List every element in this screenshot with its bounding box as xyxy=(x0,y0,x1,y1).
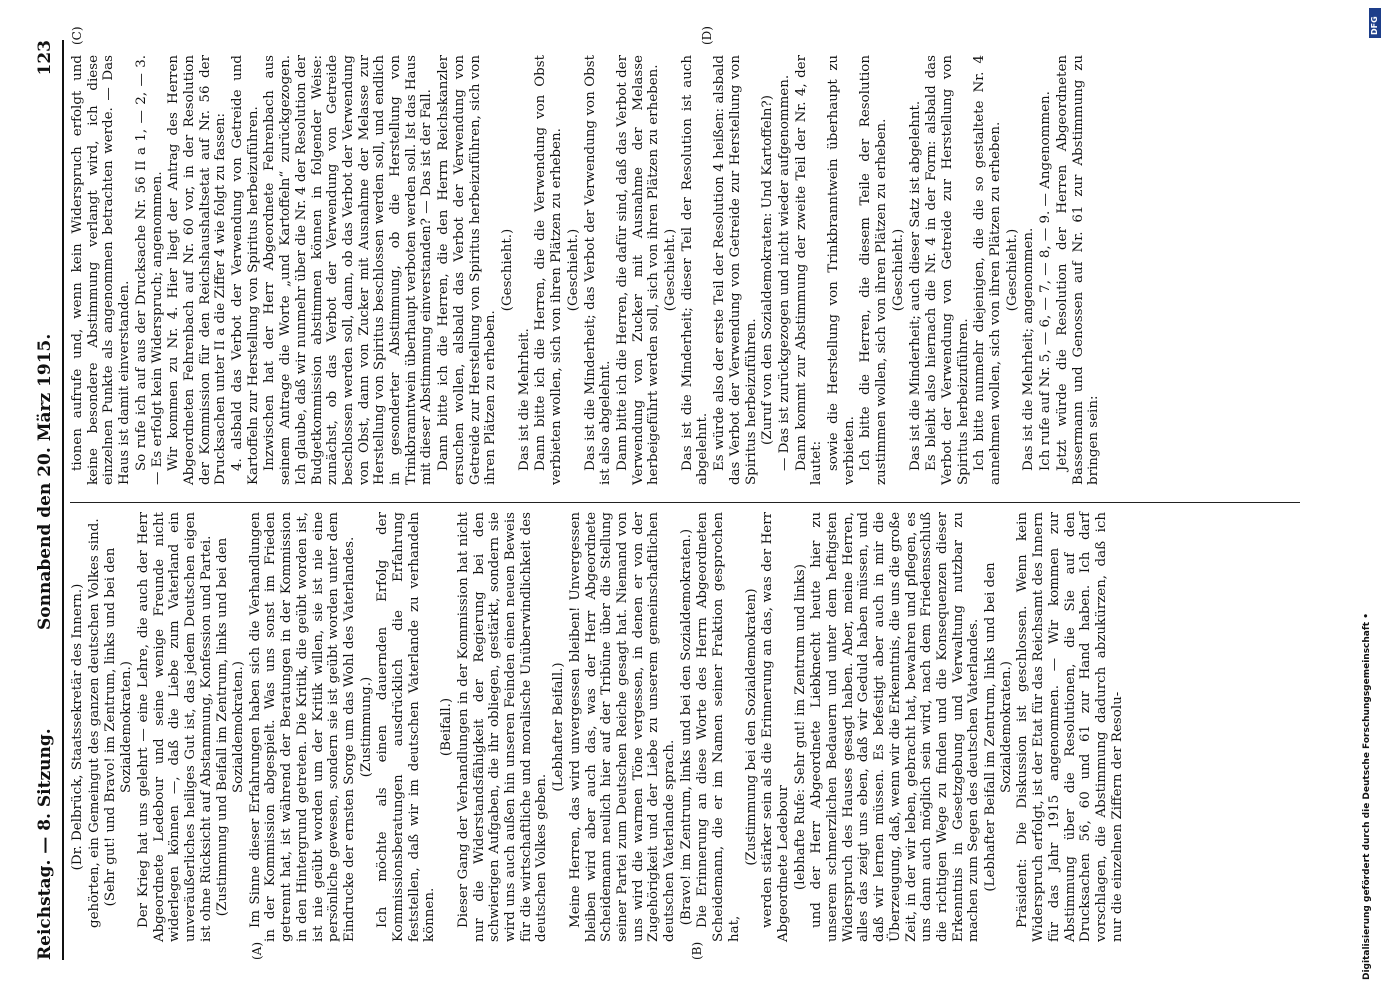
paragraph: (Lebhafter Beifall im Zentrum, links und bei den Sozialdemokraten.) xyxy=(983,562,1014,892)
paragraph: (Lebhafter Beifall.) xyxy=(551,662,567,792)
paragraph: werden stärker sein als die Erinnerung an das, was der Herr Abgeordnete Ledebour xyxy=(760,512,791,942)
paragraph: Dann bitte ich die Herren, die den Herrn Reichskanzler ersuchen wollen, alsbald das Verbot der Verwendung von Getreide zur Herstellung von Spiritus herbeizuführen, sich von ihren Plätzen zu erheben. xyxy=(436,55,499,485)
paragraph: Es bleibt also hiernach die Nr. 4 in der Form: alsbald das Verbot der Verwendung von Getreide zur Herstellung von Spiritus herbeizuführen. xyxy=(924,55,971,485)
right-column xyxy=(70,55,1300,485)
margin-marker-c: (C) xyxy=(70,26,84,45)
paragraph: (Sehr gut! und Bravo! im Zentrum, links und bei den Sozialdemokraten.) xyxy=(103,547,135,907)
dfg-logo-text: DFG xyxy=(1370,16,1379,35)
paragraph: Dieser Gang der Verhandlungen in der Kommission hat nicht nur die Widerstandsfähigkeit der Regierung bei den schwierigen Aufgaben, die ihr obliegen, gestärkt, sondern sie wird uns auch außen hin unseren Feinden einen neuen Beweis für die wirtschaftliche und moralische Unüberwindlichkeit des deutschen Volkes geben. xyxy=(455,512,550,942)
paragraph: Das ist die Mehrheit; angenommen. xyxy=(1021,227,1037,471)
paragraph: Dann bitte ich die Herren, die dafür sind, daß das Verbot der Verwendung von Zucker mit Ausnahme der Melasse herbeigeführt werden soll, sich von ihren Plätzen zu erheben. xyxy=(614,55,662,485)
paragraph: Jetzt würde die Resolution der Herren Abgeordneten Bassermann und Genossen auf Nr. 61 zur Abstimmung zu bringen sein: xyxy=(1054,55,1102,485)
paragraph: Es würde also der erste Teil der Resolution 4 heißen: alsbald das Verbot der Verwendung von Getreide zur Herstellung von Spiritus herbeizuführen. xyxy=(712,55,759,485)
paragraph: (Dr. Delbrück, Staatssekretär des Innern.) xyxy=(70,583,85,871)
paragraph: (Geschieht.) xyxy=(565,228,581,312)
margin-marker-a: (A) xyxy=(250,941,264,960)
paragraph: Das ist die Minderheit; das Verbot der Verwendung von Obst ist also abgelehnt. xyxy=(582,55,614,485)
paragraph: (Geschieht.) xyxy=(890,228,906,312)
paragraph: (Bravo! im Zentrum, links und bei den Sozialdemokraten.) xyxy=(678,528,694,926)
paragraph: Wir kommen zu Nr. 4. Hier liegt der Antrag des Herren Abgeordneten Fehrenbach auf Nr. 60 vor, in der Resolution der Kommission für den Reichshaushaltsetat auf Nr. 56 der Drucksachen unter II a die Ziffer 4 wie folgt zu fassen: xyxy=(166,55,229,485)
margin-marker-d: (D) xyxy=(700,26,714,45)
paragraph: Inzwischen hat der Herr Abgeordnete Fehrenbach aus seinem Antrage die Worte „und Kartoffeln“ zurückgezogen. Ich glaube, daß wir nunmehr über die Nr. 4 der Resolution der Budgetkommission abstimmen können in folgender Weise: zunächst, ob das Verbot der Verwendung von Getreide beschlossen werden soll, dann, ob das Verbot der Verwendung von Obst, dann von Zucker mit Ausnahme der Melasse zur Herstellung von Spiritus beschlossen werden soll, und endlich in gesonderter Abstimmung, ob die Herstellung von Trinkbranntwein überhaupt verboten werden soll. Ist das Haus mit dieser Abstimmung einverstanden? — Das ist der Fall. xyxy=(262,55,435,485)
page-number: 123 xyxy=(35,40,55,76)
paragraph: sowie die Herstellung von Trinkbranntwein überhaupt zu verbieten. xyxy=(826,55,857,485)
paragraph: Das ist die Minderheit; auch dieser Satz ist abgelehnt. xyxy=(907,100,923,471)
paragraph: Das ist die Mehrheit. xyxy=(516,328,532,471)
paragraph: Im Sinne dieser Erfahrungen haben sich die Verhandlungen in der Kommission abgespielt. Was uns sonst im Frieden getrennt hat, ist während der Beratungen in der Kommission in den Hintergrund getreten. Die Kritik, die geübt worden ist, ist nie geübt worden um der Kritik willen, sie ist nie eine persönliche gewesen, sondern sie ist geübt worden unter dem Eindrucke der ernsten Sorge um das Wohl des Vaterlandes. xyxy=(247,512,357,942)
paragraph: Ich möchte als einen dauernden Erfolg der Kommissionsberatungen ausdrücklich die Erfahrung feststellen, daß wir im deutschen Vaterlande zu verhandeln können. xyxy=(375,512,438,942)
paragraph: Meine Herren, das wird unvergessen bleiben! Unvergessen bleiben wird aber auch das, was der Herr Abgeordnete Scheidemann neulich hier auf der Tribüne über die Stellung seiner Partei zum Deutschen Reiche gesagt hat. Niemand von uns wird die warmen Töne vergessen, in denen er von der Zugehörigkeit und der Liebe zu unserem gemeinschaftlichen deutschen Vaterlande sprach. xyxy=(567,512,678,942)
paragraph: Dann kommt zur Abstimmung der zweite Teil der Nr. 4, der lautet: xyxy=(793,55,825,485)
paragraph: (Zuruf von den Sozialdemokraten: Und Kartoffeln?) xyxy=(760,95,776,445)
paragraph: (lebhafte Rufe: Sehr gut! im Zentrum und links) xyxy=(792,564,808,891)
paragraph: und der Herr Abgeordnete Liebknecht heute hier zu unserem schmerzlichen Bedauern und unter dem heftigsten Widerspruch des Hauses gesagt haben. Aber, meine Herren, alles das zeigt uns eben, daß wir Geduld haben müssen, und daß wir lernen müssen. Es befestigt aber auch in mir die Überzeugung, daß, wenn wir die Erkenntnis, die uns die große Zeit, in der wir leben, gebracht hat, bewahren und pflegen, es uns dann auch möglich sein wird, nach dem Friedensschluß die richtigen Wege zu finden und die Konsequenzen dieser Erkenntnis in Gesetzgebung und Verwaltung nutzbar zu machen zum Segen des deutschen Vaterlandes. xyxy=(809,512,982,942)
header-session: Reichstag. — 8. Sitzung. xyxy=(35,728,55,960)
paragraph: — Das ist zurückgezogen und nicht wieder aufgenommen. xyxy=(776,74,792,471)
paragraph: (Zustimmung.) xyxy=(358,676,374,778)
header-date: Sonnabend den 20. März 1915. xyxy=(35,333,55,630)
paragraph: (Beifall.) xyxy=(439,697,455,757)
page-header xyxy=(35,40,59,960)
paragraph: Dann bitte ich die Herren, die die Verwendung von Obst verbieten wollen, sich von ihren Plätzen zu erheben. xyxy=(533,55,565,485)
paragraph: So rufe ich auf aus der Drucksache Nr. 56 II a 1, — 2, — 3. — Es erfolgt kein Widerspruch; angenommen. xyxy=(133,55,165,485)
paragraph: (Zustimmung bei den Sozialdemokraten) xyxy=(743,588,759,866)
paragraph: Der Krieg hat uns gelehrt — eine Lehre, die auch der Herr Abgeordnete Ledebour und seine wenige Freunde nicht widerlegen können —, daß die Liebe zum Vaterland ein unveräußerliches heiliges Gut ist, das jedem Deutschen eigen ist ohne Rücksicht auf Abstammung, Konfession und Partei. xyxy=(135,512,214,942)
left-column xyxy=(70,512,1300,942)
paragraph: (Zustimmung und Beifall im Zentrum, links und bei den Sozialdemokraten.) xyxy=(215,537,247,917)
paragraph: Ich bitte die Herren, die diesem Teile der Resolution zustimmen wollen, sich von ihren Plätzen zu erheben. xyxy=(858,55,890,485)
paragraph: (Geschieht.) xyxy=(1004,228,1020,312)
header-rule xyxy=(62,40,64,960)
paragraph: gehörten, ein Gemeingut des ganzen deutschen Volkes sind. xyxy=(86,518,102,928)
paragraph: Ich rufe auf Nr. 5, — 6, — 7, — 8, — 9. — Angenommen. xyxy=(1038,91,1054,471)
paragraph: Das ist die Minderheit; dieser Teil der Resolution ist auch abgelehnt. xyxy=(679,55,711,485)
paragraph: 4. alsbald das Verbot der Verwendung von Getreide und Kartoffeln zur Herstellung von Spiritus herbeizuführen. xyxy=(230,55,261,485)
dfg-logo xyxy=(1369,8,1381,38)
paragraph: Präsident: Die Diskussion ist geschlossen. Wenn kein Widerspruch erfolgt, ist der Etat für das Reichsamt des Innern für das Jahr 1915 angenommen. — Wir kommen zur Abstimmung über die Resolutionen, die Sie auf den Drucksachen 56, 60 und 61 zur Hand haben. Ich darf vorschlagen, die Abstimmung dadurch abzukürzen, daß ich nur die einzelnen Ziffern der Resolu- xyxy=(1015,512,1125,942)
paragraph: Die Erinnerung an diese Worte des Herrn Abgeordneten Scheidemann, die er im Namen seiner Fraktion gesprochen hat, xyxy=(695,512,742,942)
paragraph: (Geschieht.) xyxy=(663,228,679,312)
margin-marker-b: (B) xyxy=(690,941,704,960)
paragraph: (Geschieht.) xyxy=(499,228,515,312)
paragraph: Ich bitte nunmehr diejenigen, die die so gestaltete Nr. 4 annehmen wollen, sich von ihren Plätzen zu erheben. xyxy=(972,55,1004,485)
credit-text: Digitalisierung gefördert durch die Deutsche Forschungsgemeinschaft • xyxy=(1362,613,1372,980)
column-divider xyxy=(70,502,1300,503)
paragraph: tionen aufrufe und, wenn kein Widerspruch erfolgt und keine besondere Abstimmung verlangt wird, ich diese einzelnen Punkte als angenommen betrachten werde. — Das Haus ist damit einverstanden. xyxy=(70,55,133,485)
